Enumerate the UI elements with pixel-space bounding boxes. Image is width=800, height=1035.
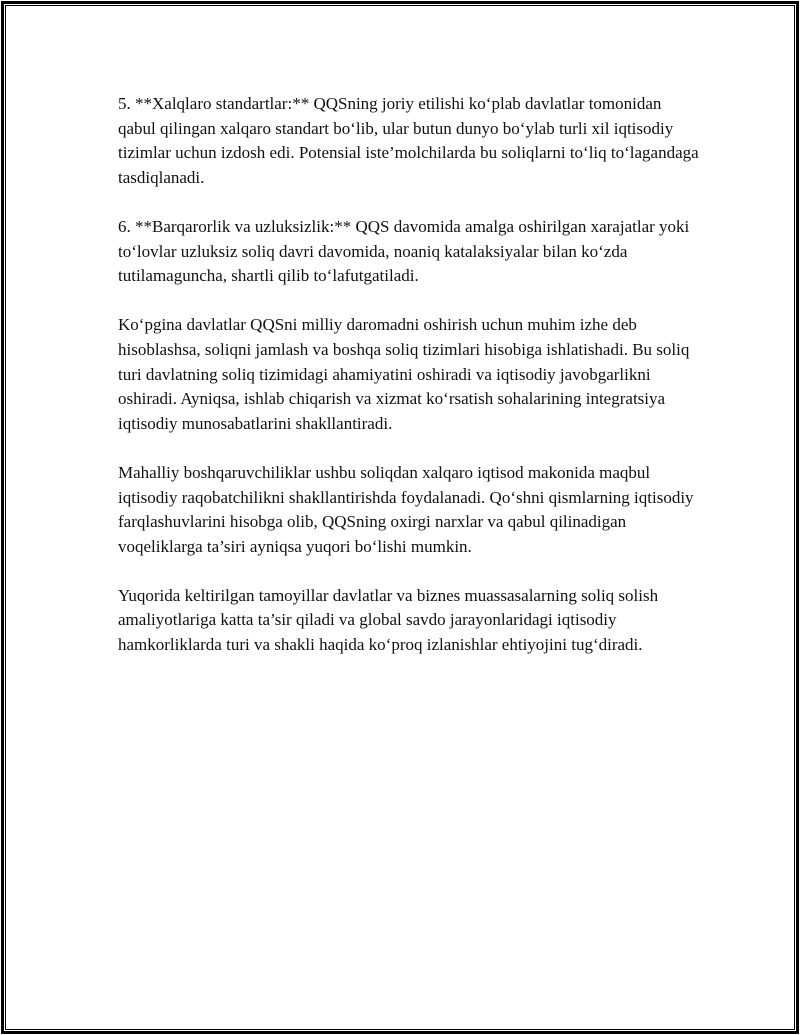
paragraph-stability-continuity: 6. **Barqarorlik va uzluksizlik:** QQS davomida amalga oshirilgan xarajatlar yoki to‘lovlar uzluksiz soliq davri davomida, noaniq katalaksiyalar bilan ko‘zda tutilamaguncha, shartli qilib to‘lafutgatiladi.: [118, 216, 690, 286]
paragraph-national-income: Ko‘pgina davlatlar QQSni milliy daromadni oshirish uchun muhim izhe deb hisoblashsa, soliqni jamlash va boshqa soliq tizimlari hisobiga ishlatishadi. Bu soliq turi davlatning soliq tizimidagi ahamiyatini oshiradi va iqtisodiy javobgarlikni oshiradi. Ayniqsa, ishlab chiqarish va xizmat ko‘rsatish sohalarining integratsiya iqtisodiy munosabatlarini shakllantiradi.: [118, 315, 690, 433]
document-body: [118, 92, 700, 682]
paragraph-international-standards: 5. **Xalqlaro standartlar:** QQSning joriy etilishi ko‘plab davlatlar tomonidan qabul qilingan xalqaro standart bo‘lib, ular butun dunyo bo‘ylab turli xil iqtisodiy tizimlar uchun izdosh edi. Potensial iste’molchilarda bu soliqlarni to‘liq to‘lagandaga tasdiqlanadi.: [118, 94, 699, 187]
paragraph-local-governance: Mahalliy boshqaruvchiliklar ushbu soliqdan xalqaro iqtisod makonida maqbul iqtisodiy raqobatchilikni shakllantirishda foydalanadi. Qo‘shni qismlarning iqtisodiy farqlashuvlarini hisobga olib, QQSning oxirgi narxlar va qabul qilinadigan voqeliklarga ta’siri ayniqsa yuqori bo‘lishi mumkin.: [118, 462, 694, 556]
paragraph-conclusion: Yuqorida keltirilgan tamoyillar davlatlar va biznes muassasalarning soliq solish amaliyotlariga katta ta’sir qiladi va global savdo jarayonlaridagi iqtisodiy hamkorliklarda turi va shakli haqida ko‘proq izlanishlar ehtiyojini tug‘diradi.: [118, 585, 659, 655]
